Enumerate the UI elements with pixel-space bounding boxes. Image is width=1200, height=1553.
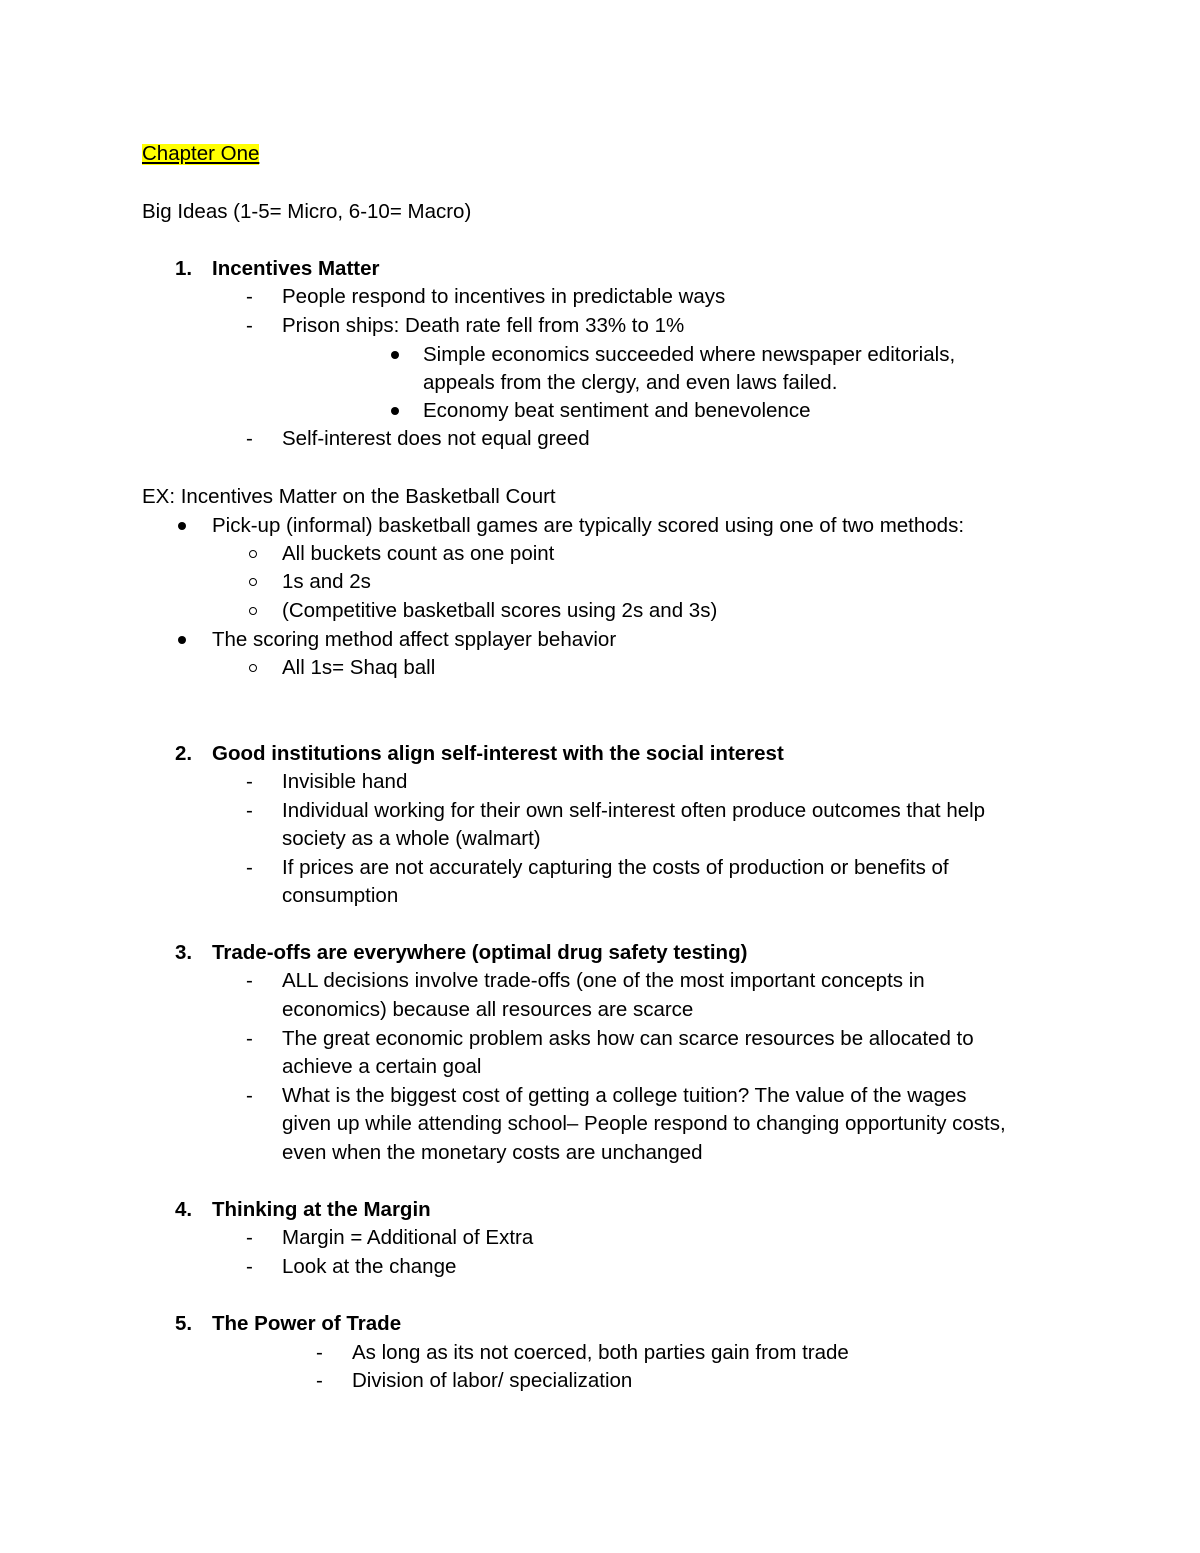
section-2-number: 2. — [175, 742, 193, 765]
section-5-number: 5. — [175, 1312, 193, 1335]
ex-bullet-1: Pick-up (informal) basketball games are typically scored using one of two methods: — [212, 514, 965, 537]
dash-marker: - — [246, 285, 253, 308]
s3-detail-3c: even when the monetary costs are unchanged — [282, 1141, 703, 1164]
section-1-heading: Incentives Matter — [212, 257, 380, 280]
intro-line: Big Ideas (1-5= Micro, 6-10= Macro) — [142, 200, 472, 223]
bullet-circle-icon — [249, 578, 257, 586]
section-4-heading: Thinking at the Margin — [212, 1198, 431, 1221]
s4-detail-1: Margin = Additional of Extra — [282, 1226, 534, 1249]
section-3-number: 3. — [175, 941, 193, 964]
s2-detail-1: Invisible hand — [282, 770, 408, 793]
ex-bullet-2: The scoring method affect spplayer behavior — [212, 628, 617, 651]
bullet-disc-icon — [391, 351, 399, 359]
bullet-circle-icon — [249, 664, 257, 672]
s3-detail-1a: ALL decisions involve trade-offs (one of the most important concepts in — [282, 969, 925, 992]
s2-detail-2a: Individual working for their own self-interest often produce outcomes that help — [282, 799, 986, 822]
bullet-circle-icon — [249, 550, 257, 558]
dash-marker: - — [316, 1369, 323, 1392]
section-5-heading: The Power of Trade — [212, 1312, 402, 1335]
dash-marker: - — [246, 1027, 253, 1050]
s2-detail-3a: If prices are not accurately capturing the costs of production or benefits of — [282, 856, 949, 879]
s1-sub-bullet-1b: appeals from the clergy, and even laws failed. — [423, 371, 838, 394]
dash-marker: - — [246, 314, 253, 337]
section-3-heading: Trade-offs are everywhere (optimal drug safety testing) — [212, 941, 748, 964]
ex-heading: EX: Incentives Matter on the Basketball Court — [142, 485, 556, 508]
s3-detail-3b: given up while attending school– People respond to changing opportunity costs, — [282, 1112, 1006, 1135]
dash-marker: - — [246, 1255, 253, 1278]
s2-detail-3b: consumption — [282, 884, 399, 907]
section-4-number: 4. — [175, 1198, 193, 1221]
s4-detail-2: Look at the change — [282, 1255, 457, 1278]
s3-detail-2a: The great economic problem asks how can scarce resources be allocated to — [282, 1027, 974, 1050]
bullet-disc-icon — [178, 522, 186, 530]
ex-sub-1: All buckets count as one point — [282, 542, 555, 565]
s5-detail-2: Division of labor/ specialization — [352, 1369, 633, 1392]
dash-marker: - — [246, 427, 253, 450]
s3-detail-2b: achieve a certain goal — [282, 1055, 482, 1078]
bullet-circle-icon — [249, 607, 257, 615]
dash-marker: - — [246, 770, 253, 793]
dash-marker: - — [246, 1226, 253, 1249]
s1-detail-2: Prison ships: Death rate fell from 33% to 1% — [282, 314, 685, 337]
dash-marker: - — [246, 1084, 253, 1107]
section-1-number: 1. — [175, 257, 193, 280]
s1-detail-1: People respond to incentives in predictable ways — [282, 285, 726, 308]
s2-detail-2b: society as a whole (walmart) — [282, 827, 541, 850]
s3-detail-3a: What is the biggest cost of getting a college tuition? The value of the wages — [282, 1084, 967, 1107]
bullet-disc-icon — [391, 407, 399, 415]
section-2-heading: Good institutions align self-interest with the social interest — [212, 742, 784, 765]
s1-sub-bullet-2: Economy beat sentiment and benevolence — [423, 399, 811, 422]
dash-marker: - — [246, 969, 253, 992]
s1-detail-3: Self-interest does not equal greed — [282, 427, 590, 450]
ex-sub-4: All 1s= Shaq ball — [282, 656, 436, 679]
dash-marker: - — [246, 856, 253, 879]
s1-sub-bullet-1a: Simple economics succeeded where newspaper editorials, — [423, 343, 956, 366]
dash-marker: - — [316, 1341, 323, 1364]
bullet-disc-icon — [178, 636, 186, 644]
dash-marker: - — [246, 799, 253, 822]
s5-detail-1: As long as its not coerced, both parties gain from trade — [352, 1341, 849, 1364]
ex-sub-3: (Competitive basketball scores using 2s and 3s) — [282, 599, 718, 622]
chapter-title: Chapter One — [142, 142, 260, 165]
s3-detail-1b: economics) because all resources are scarce — [282, 998, 694, 1021]
ex-sub-2: 1s and 2s — [282, 570, 371, 593]
